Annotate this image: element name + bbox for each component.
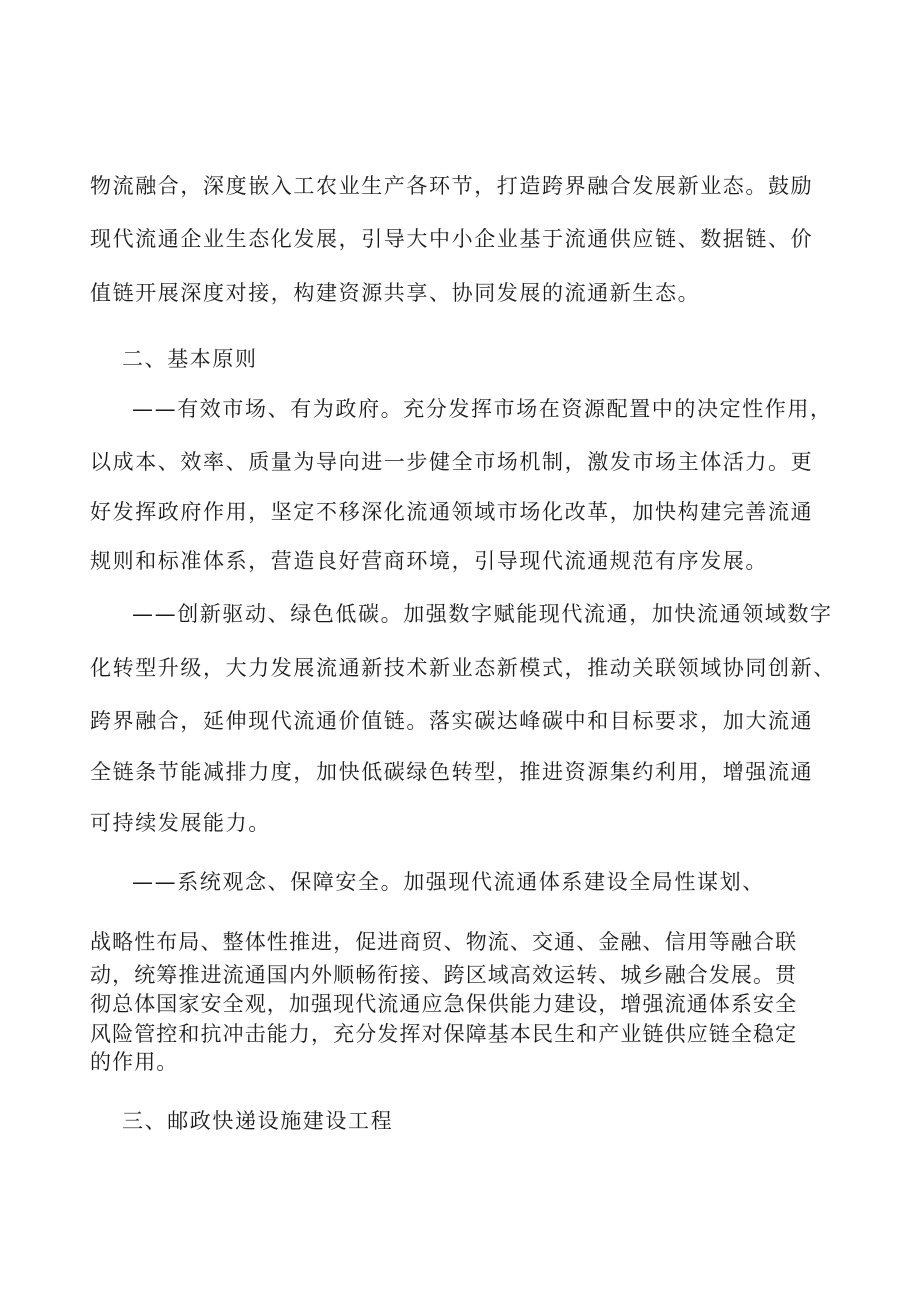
- paragraph-line: 化转型升级，大力发展流通新技术新业态新模式，推动关联领域协同创新、: [90, 656, 836, 680]
- paragraph-line: 彻总体国家安全观，加强现代流通应急保供能力建设，增强流通体系安全: [90, 992, 798, 1016]
- paragraph-line: ——创新驱动、绿色低碳。加强数字赋能现代流通，加快流通领域数字: [132, 602, 833, 626]
- paragraph-line: 规则和标准体系，营造良好营商环境，引导现代流通规范有序发展。: [90, 549, 768, 573]
- paragraph-line: 战略性布局、整体性推进，促进商贸、物流、交通、金融、信用等融合联: [90, 930, 798, 954]
- paragraph-line: 好发挥政府作用，坚定不移深化流通领域市场化改革，加快构建完善流通: [90, 500, 814, 524]
- section-heading: 二、基本原则: [122, 347, 258, 371]
- section-heading: 三、邮政快递设施建设工程: [122, 1109, 394, 1133]
- paragraph-line: 可持续发展能力。: [90, 811, 271, 835]
- paragraph-line: 物流融合，深度嵌入工农业生产各环节，打造跨界融合发展新业态。鼓励: [90, 174, 814, 198]
- paragraph-line: 值链开展深度对接，构建资源共享、协同发展的流通新生态。: [90, 281, 701, 305]
- paragraph-line: 动，统筹推进流通国内外顺畅衔接、跨区域高效运转、城乡融合发展。贯: [90, 963, 798, 987]
- paragraph-line: 以成本、效率、质量为导向进一步健全市场机制，激发市场主体活力。更: [90, 450, 814, 474]
- paragraph-line: ——有效市场、有为政府。充分发挥市场在资源配置中的决定性作用，: [132, 397, 833, 421]
- paragraph-line: 跨界融合，延伸现代流通价值链。落实碳达峰碳中和目标要求，加大流通: [90, 709, 814, 733]
- paragraph-line: ——系统观念、保障安全。加强现代流通体系建设全局性谋划、: [132, 870, 765, 894]
- paragraph-line: 风险管控和抗冲击能力，充分发挥对保障基本民生和产业链供应链全稳定: [90, 1022, 798, 1046]
- paragraph-line: 现代流通企业生态化发展，引导大中小企业基于流通供应链、数据链、价: [90, 227, 814, 251]
- paragraph-line: 的作用。: [90, 1050, 179, 1074]
- paragraph-line: 全链条节能减排力度，加快低碳绿色转型，推进资源集约利用，增强流通: [90, 760, 814, 784]
